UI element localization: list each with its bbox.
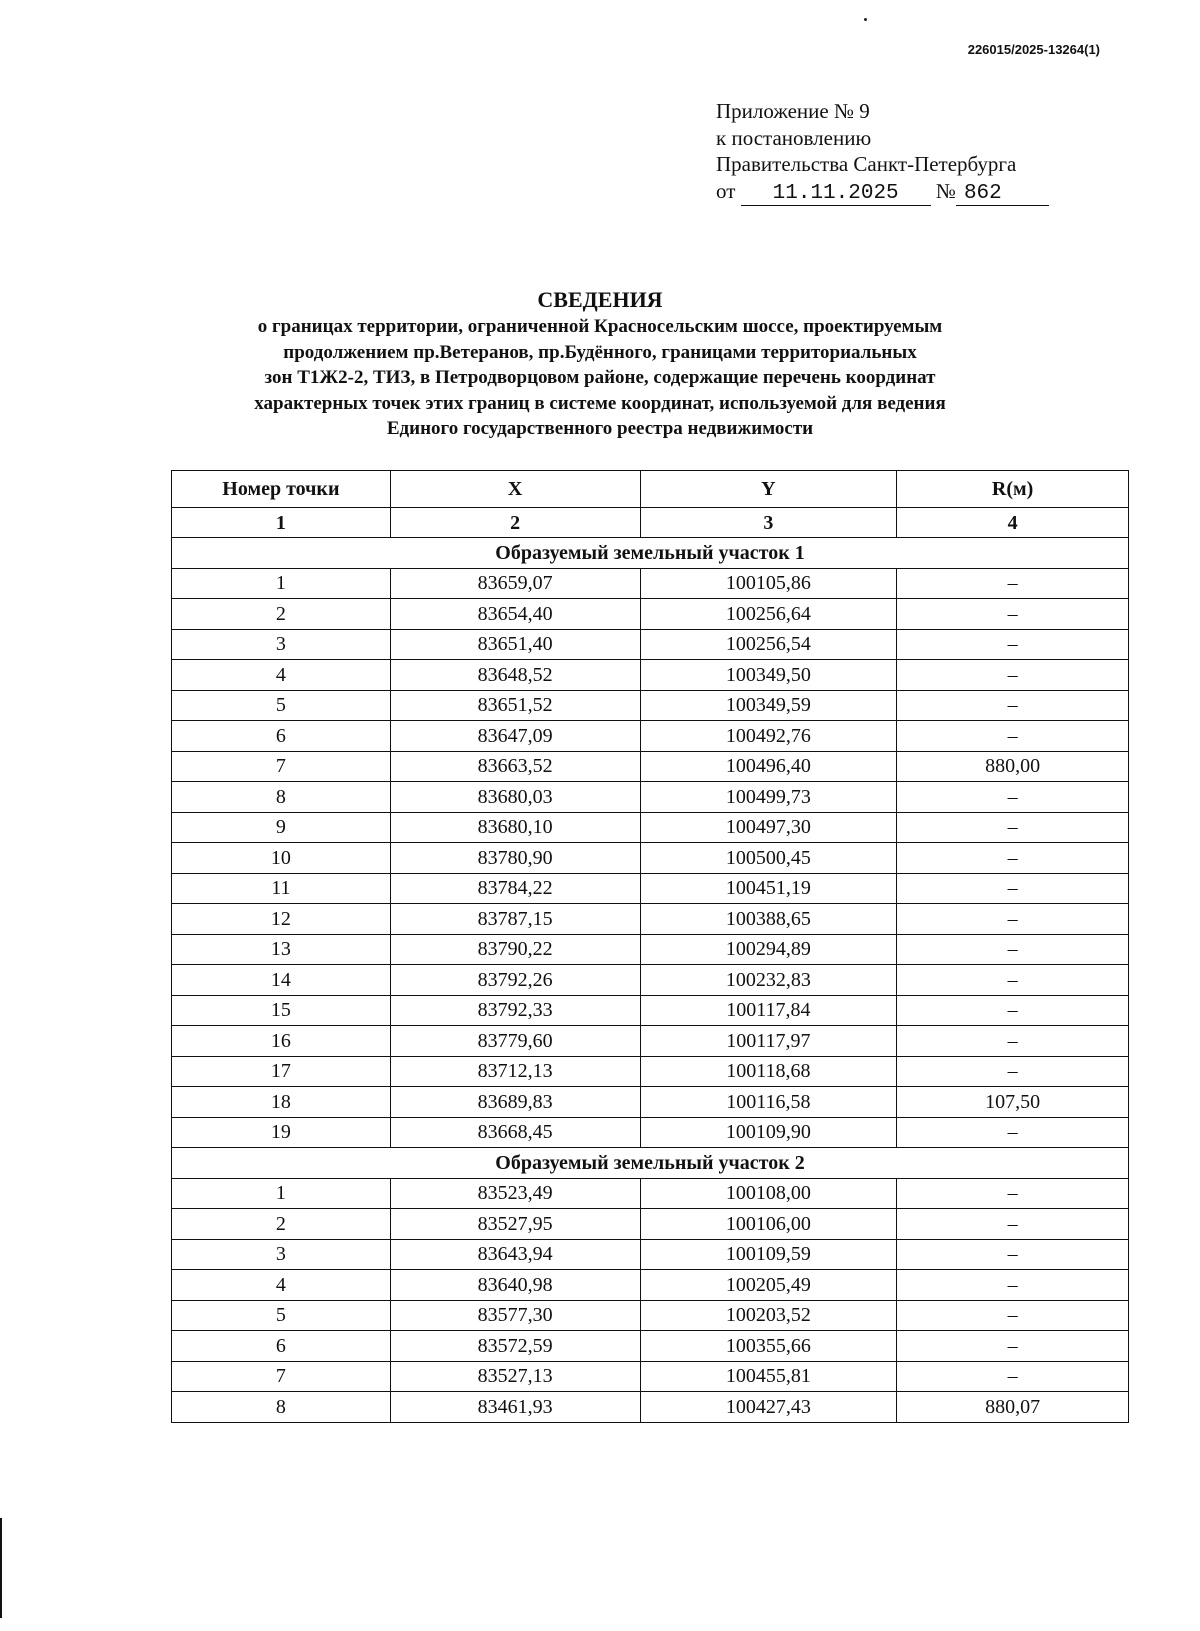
point-number-cell: 8 xyxy=(172,782,391,813)
table-row xyxy=(172,1209,1129,1240)
radius-cell: – xyxy=(897,1300,1129,1331)
table-row xyxy=(172,1117,1129,1148)
radius-cell: – xyxy=(897,1270,1129,1301)
x-cell: 83461,93 xyxy=(390,1392,640,1423)
table-row xyxy=(172,1270,1129,1301)
table-row xyxy=(172,1178,1129,1209)
y-cell: 100118,68 xyxy=(640,1056,897,1087)
section-row xyxy=(172,1148,1129,1179)
table-row xyxy=(172,629,1129,660)
heading-line: Единого государственного реестра недвижимости xyxy=(386,418,814,439)
x-cell: 83527,13 xyxy=(390,1361,640,1392)
y-cell: 100117,84 xyxy=(640,995,897,1026)
table-row xyxy=(172,1392,1129,1423)
heading-title: СВЕДЕНИЯ xyxy=(537,287,663,312)
x-cell: 83780,90 xyxy=(390,843,640,874)
section-title: Образуемый земельный участок 1 xyxy=(172,538,1129,569)
header-radius: R(м) xyxy=(897,471,1129,508)
radius-cell: 107,50 xyxy=(897,1087,1129,1118)
x-cell: 83572,59 xyxy=(390,1331,640,1362)
number-prefix: № xyxy=(935,178,956,203)
radius-cell: – xyxy=(897,1209,1129,1240)
radius-cell: – xyxy=(897,660,1129,691)
heading-line: зон Т1Ж2-2, ТИЗ, в Петродворцовом районе, содержащие перечень координат xyxy=(264,367,936,388)
radius-cell: – xyxy=(897,904,1129,935)
scan-edge-mark xyxy=(0,1518,2,1618)
point-number-cell: 12 xyxy=(172,904,391,935)
x-cell: 83787,15 xyxy=(390,904,640,935)
y-cell: 100499,73 xyxy=(640,782,897,813)
x-cell: 83523,49 xyxy=(390,1178,640,1209)
decree-date: 11.11.2025 xyxy=(741,183,931,206)
table-row xyxy=(172,782,1129,813)
radius-cell: – xyxy=(897,873,1129,904)
y-cell: 100203,52 xyxy=(640,1300,897,1331)
scan-speck xyxy=(864,18,867,21)
document-id: 226015/2025-13264(1) xyxy=(967,42,1100,57)
x-cell: 83654,40 xyxy=(390,599,640,630)
header-y: Y xyxy=(640,471,897,508)
table-row xyxy=(172,721,1129,752)
radius-cell: – xyxy=(897,1056,1129,1087)
radius-cell: – xyxy=(897,1178,1129,1209)
point-number-cell: 6 xyxy=(172,721,391,752)
y-cell: 100108,00 xyxy=(640,1178,897,1209)
y-cell: 100497,30 xyxy=(640,812,897,843)
radius-cell: – xyxy=(897,721,1129,752)
point-number-cell: 18 xyxy=(172,1087,391,1118)
y-cell: 100355,66 xyxy=(640,1331,897,1362)
table-row xyxy=(172,1361,1129,1392)
table-row xyxy=(172,1056,1129,1087)
coordinates-table xyxy=(171,470,1129,1423)
point-number-cell: 10 xyxy=(172,843,391,874)
table-row xyxy=(172,812,1129,843)
table-row xyxy=(172,904,1129,935)
table-row xyxy=(172,1239,1129,1270)
y-cell: 100205,49 xyxy=(640,1270,897,1301)
x-cell: 83651,40 xyxy=(390,629,640,660)
y-cell: 100349,50 xyxy=(640,660,897,691)
point-number-cell: 4 xyxy=(172,660,391,691)
point-number-cell: 7 xyxy=(172,1361,391,1392)
table-row xyxy=(172,934,1129,965)
x-cell: 83648,52 xyxy=(390,660,640,691)
y-cell: 100349,59 xyxy=(640,690,897,721)
table-row xyxy=(172,1026,1129,1057)
radius-cell: – xyxy=(897,934,1129,965)
point-number-cell: 1 xyxy=(172,1178,391,1209)
radius-cell: – xyxy=(897,843,1129,874)
radius-cell: – xyxy=(897,629,1129,660)
y-cell: 100427,43 xyxy=(640,1392,897,1423)
y-cell: 100105,86 xyxy=(640,568,897,599)
table-body xyxy=(172,508,1129,1423)
point-number-cell: 14 xyxy=(172,965,391,996)
radius-cell: – xyxy=(897,599,1129,630)
point-number-cell: 8 xyxy=(172,1392,391,1423)
x-cell: 83659,07 xyxy=(390,568,640,599)
radius-cell: 880,00 xyxy=(897,751,1129,782)
header-row xyxy=(172,471,1129,508)
point-number-cell: 6 xyxy=(172,1331,391,1362)
radius-cell: – xyxy=(897,782,1129,813)
radius-cell: – xyxy=(897,568,1129,599)
point-number-cell: 2 xyxy=(172,599,391,630)
heading-line: характерных точек этих границ в системе координат, используемой для ведения xyxy=(254,392,946,414)
radius-cell: – xyxy=(897,1026,1129,1057)
y-cell: 100256,54 xyxy=(640,629,897,660)
appendix-line: к постановлению xyxy=(716,125,872,150)
point-number-cell: 9 xyxy=(172,812,391,843)
table-row xyxy=(172,965,1129,996)
document-heading xyxy=(160,286,1040,442)
x-cell: 83651,52 xyxy=(390,690,640,721)
column-number: 3 xyxy=(640,508,897,538)
y-cell: 100451,19 xyxy=(640,873,897,904)
x-cell: 83680,03 xyxy=(390,782,640,813)
x-cell: 83640,98 xyxy=(390,1270,640,1301)
point-number-cell: 5 xyxy=(172,1300,391,1331)
point-number-cell: 1 xyxy=(172,568,391,599)
table-row xyxy=(172,843,1129,874)
y-cell: 100500,45 xyxy=(640,843,897,874)
header-point-number: Номер точки xyxy=(172,471,391,508)
column-number: 4 xyxy=(897,508,1129,538)
x-cell: 83689,83 xyxy=(390,1087,640,1118)
x-cell: 83784,22 xyxy=(390,873,640,904)
y-cell: 100492,76 xyxy=(640,721,897,752)
table-row xyxy=(172,1331,1129,1362)
table-row xyxy=(172,995,1129,1026)
y-cell: 100116,58 xyxy=(640,1087,897,1118)
y-cell: 100455,81 xyxy=(640,1361,897,1392)
point-number-cell: 3 xyxy=(172,629,391,660)
radius-cell: – xyxy=(897,1361,1129,1392)
point-number-cell: 3 xyxy=(172,1239,391,1270)
heading-line: о границах территории, ограниченной Красносельским шоссе, проектируемым xyxy=(257,316,943,337)
table-row xyxy=(172,690,1129,721)
appendix-line: Приложение № 9 xyxy=(716,99,870,123)
x-cell: 83527,95 xyxy=(390,1209,640,1240)
section-title: Образуемый земельный участок 2 xyxy=(172,1148,1129,1179)
point-number-cell: 19 xyxy=(172,1117,391,1148)
date-prefix: от xyxy=(716,178,736,203)
x-cell: 83647,09 xyxy=(390,721,640,752)
point-number-cell: 5 xyxy=(172,690,391,721)
y-cell: 100117,97 xyxy=(640,1026,897,1057)
y-cell: 100294,89 xyxy=(640,934,897,965)
x-cell: 83790,22 xyxy=(390,934,640,965)
y-cell: 100109,90 xyxy=(640,1117,897,1148)
table-row xyxy=(172,660,1129,691)
radius-cell: – xyxy=(897,995,1129,1026)
point-number-cell: 16 xyxy=(172,1026,391,1057)
x-cell: 83792,33 xyxy=(390,995,640,1026)
x-cell: 83779,60 xyxy=(390,1026,640,1057)
x-cell: 83712,13 xyxy=(390,1056,640,1087)
radius-cell: – xyxy=(897,965,1129,996)
y-cell: 100109,59 xyxy=(640,1239,897,1270)
radius-cell: – xyxy=(897,1239,1129,1270)
x-cell: 83643,94 xyxy=(390,1239,640,1270)
appendix-date-line xyxy=(716,178,1049,206)
x-cell: 83680,10 xyxy=(390,812,640,843)
radius-cell: – xyxy=(897,812,1129,843)
y-cell: 100232,83 xyxy=(640,965,897,996)
table-row xyxy=(172,1300,1129,1331)
y-cell: 100388,65 xyxy=(640,904,897,935)
x-cell: 83663,52 xyxy=(390,751,640,782)
decree-number: 862 xyxy=(956,183,1049,206)
table-row xyxy=(172,751,1129,782)
x-cell: 83577,30 xyxy=(390,1300,640,1331)
column-number-row xyxy=(172,508,1129,538)
point-number-cell: 15 xyxy=(172,995,391,1026)
point-number-cell: 4 xyxy=(172,1270,391,1301)
x-cell: 83668,45 xyxy=(390,1117,640,1148)
point-number-cell: 13 xyxy=(172,934,391,965)
radius-cell: 880,07 xyxy=(897,1392,1129,1423)
point-number-cell: 7 xyxy=(172,751,391,782)
radius-cell: – xyxy=(897,690,1129,721)
y-cell: 100106,00 xyxy=(640,1209,897,1240)
y-cell: 100256,64 xyxy=(640,599,897,630)
x-cell: 83792,26 xyxy=(390,965,640,996)
table-row xyxy=(172,568,1129,599)
table-row xyxy=(172,599,1129,630)
table-row xyxy=(172,873,1129,904)
table-row xyxy=(172,1087,1129,1118)
radius-cell: – xyxy=(897,1331,1129,1362)
heading-line: продолжением пр.Ветеранов, пр.Будённого, границами территориальных xyxy=(283,341,917,363)
header-x: X xyxy=(390,471,640,508)
column-number: 1 xyxy=(172,508,391,538)
y-cell: 100496,40 xyxy=(640,751,897,782)
point-number-cell: 2 xyxy=(172,1209,391,1240)
section-row xyxy=(172,538,1129,569)
appendix-block xyxy=(716,98,1049,206)
radius-cell: – xyxy=(897,1117,1129,1148)
appendix-line: Правительства Санкт-Петербурга xyxy=(716,152,1017,176)
point-number-cell: 17 xyxy=(172,1056,391,1087)
column-number: 2 xyxy=(390,508,640,538)
point-number-cell: 11 xyxy=(172,873,391,904)
